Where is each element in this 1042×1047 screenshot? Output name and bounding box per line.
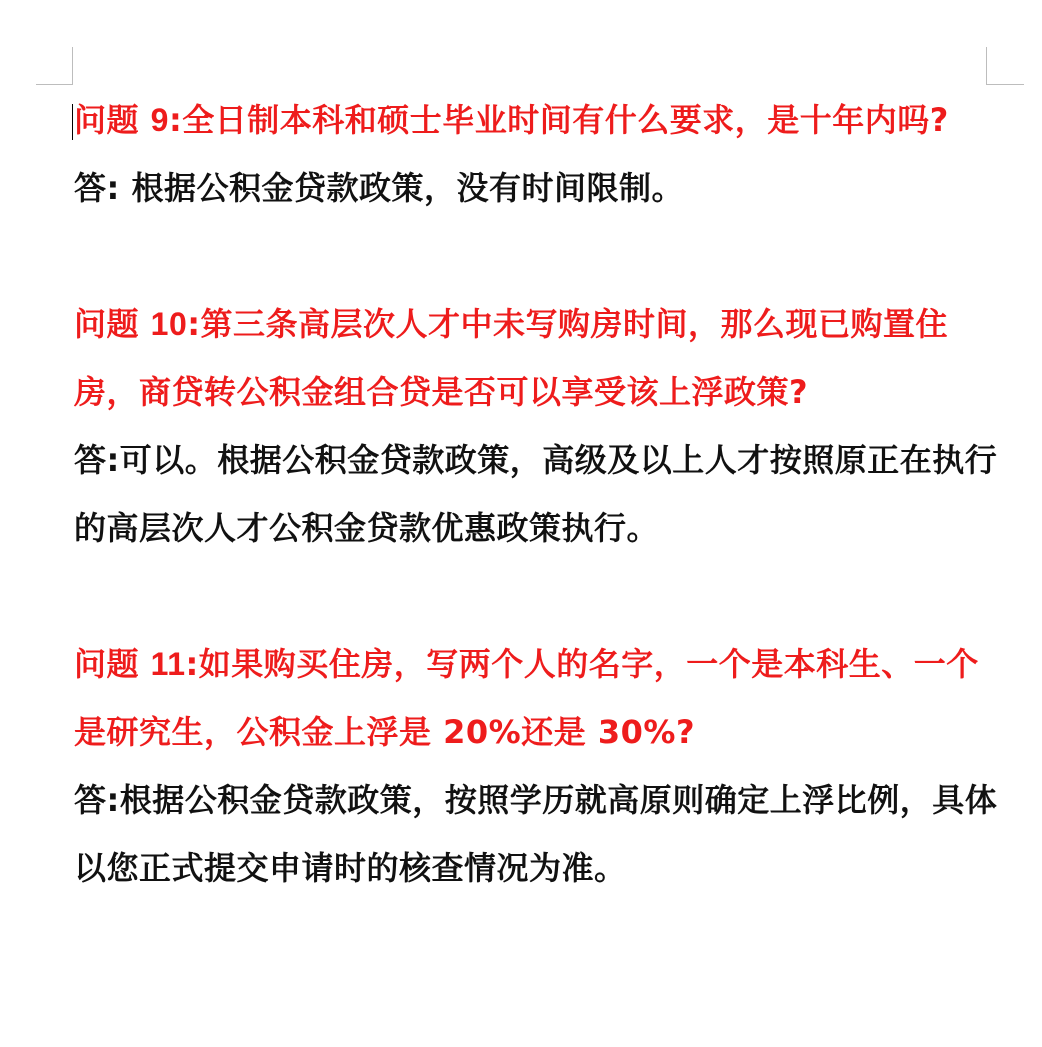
- question-number: 9: [150, 102, 169, 138]
- question-prefix: 问题: [74, 305, 151, 343]
- question-10: [74, 290, 1004, 426]
- question-prefix: 问题: [74, 645, 151, 683]
- question-text: :如果购买住房，写两个人的名字，一个是本科生、一个是研究生，公积金上浮是 20%还是 30%?: [74, 645, 979, 751]
- answer-9: 答: 根据公积金贷款政策，没有时间限制。: [74, 169, 684, 207]
- answer-10: 答:可以。根据公积金贷款政策，高级及以上人才按照原正在执行的高层次人才公积金贷款优惠政策执行。: [74, 441, 998, 547]
- crop-mark-top-left-horizontal: [36, 84, 73, 85]
- crop-mark-top-left-vertical: [72, 47, 73, 85]
- question-prefix: 问题: [74, 101, 151, 139]
- question-number: 10: [150, 306, 188, 342]
- question-text: :第三条高层次人才中未写购房时间，那么现已购置住房，商贷转公积金组合贷是否可以享受该上浮政策?: [74, 305, 949, 411]
- document-body[interactable]: [74, 86, 1004, 902]
- question-number: 11: [150, 646, 186, 682]
- paragraph-spacer: [74, 222, 1004, 290]
- question-11: [74, 630, 1004, 766]
- paragraph-spacer: [74, 562, 1004, 630]
- question-text: :全日制本科和硕士毕业时间有什么要求，是十年内吗?: [168, 101, 949, 139]
- crop-mark-top-right-horizontal: [986, 84, 1024, 85]
- crop-mark-top-right-vertical: [986, 47, 987, 85]
- text-cursor: [72, 104, 73, 140]
- answer-11: 答:根据公积金贷款政策，按照学历就高原则确定上浮比例，具体以您正式提交申请时的核查情况为准。: [74, 781, 998, 887]
- question-9: [74, 86, 1004, 154]
